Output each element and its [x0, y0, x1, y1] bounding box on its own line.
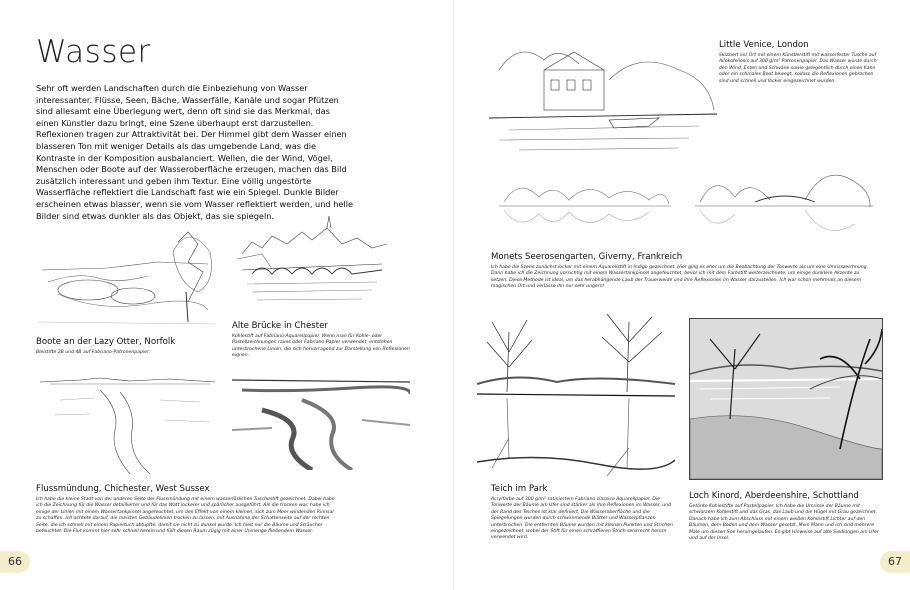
chichester-caption: Flussmündung, Chichester, West Sussex — [36, 484, 210, 494]
page-title: Wasser — [36, 34, 151, 70]
chichester-description: Ich habe die kleine Stadt von der anderen Seite der Flussmündung mit einem wasserlöslichen Tuschestift gezeichnet. Dabei habe ich die Zeichnung für die Wasser detaillierter und für das Watt lockerer und spärlicher ausgeführt. Als die trocken war, habe ich einige der Linien mit einem Wassertankpinsel angefeuchtet, um den Effekt von einem kleinen, sich zum Meer windenden Rinnsal zu schaffen. Ich achtete darauf, die meisten Gebäudelinien trocken zu lassen, mit Ausnahme der Schattenseite auf der rechten Seite, die ich schnell mit einem Papiertuch abtupfte, damit sie nicht zu dunkel wurde. Ich hielt nur die Bäume und Sträucher befeuchtet. Die Flut kommt hier sehr schnell herein und füllt diesen Raum zügig mit einer Unmenge fließendem Wasser. — [36, 497, 335, 535]
little-venice-caption: Little Venice, London — [719, 40, 809, 50]
pond-description: Acrylfarbe auf 300 g/m² satiniertem Fabriano classico Aquarellpapier. Die Tonwerte der Bäume am Ufer sind stärker als ihre Reflexionen im Wasser, und der Rand des Teiches ist klar definiert. Die Wasseroberfläche und die Spiegelungen wurden durch schwimmende Blätter und Wasserpflanzen unterbrochen. Die entfernten Bäume wurden mit kleinen Punkten und Strichen eingezeichnet, wobei der Stift für einen schraffieren Strich senkrecht herum verwendet wird. — [491, 497, 673, 541]
lazy-otter-caption: Boote an der Lazy Otter, Norfolk — [36, 337, 176, 347]
chester-description: Kohlestift auf Fabriano-Aquarellpapier. Wenn man für Kohle- oder Pastellzeichnungen raues oder Fabriano-Papier verwendet, entstehen unterbrochene Linien, die sich hervorragend zur Darstellung von Reflexionen eignen. — [232, 334, 410, 359]
page-number-left: 66 — [0, 551, 30, 573]
chichester-sketch-wash — [232, 370, 410, 470]
pond-painting — [477, 312, 675, 478]
loch-kinord-caption: Loch Kinord, Aberdeenshire, Schottland — [689, 491, 859, 501]
loch-kinord-description: Getönte Kohlestifte auf Pastellpapier. Ich habe die Umrisse der Bäume mit schwarzem Kohlestift und das Gras, das Laub und die Hügel mit Grau gezeichnet. Danach habe ich zum Abschluss mit einem weißen Kohlestift Lichter auf den Bäumen, dem Boden und dem Wasser gesetzt. Mein Mann und ich sind mehrere Male um diesen See herumgelaufen. Es gibt Hinweise auf alte Siedlungen am Ufer und auf der Insel. — [689, 504, 879, 542]
chester-caption: Alte Brücke in Chester — [232, 321, 328, 331]
pond-caption: Teich im Park — [491, 484, 548, 494]
lazy-otter-description: Bleistifte 2B und 4B auf Fabriano-Patronenpapier. — [36, 350, 150, 355]
chichester-sketch-ink — [40, 370, 215, 475]
page-number-right: 67 — [880, 551, 910, 573]
chester-bridge-sketch — [232, 214, 392, 314]
monet-caption: Monets Seerosengarten, Giverny, Frankreich — [491, 252, 683, 262]
monet-sketch-1 — [499, 172, 671, 240]
little-venice-description: Skizziert vor Ort mit einem Künstlerstift mit wasserfester Tusche auf Allokofeilesis auf 300 g/m² Patronenpapier. Das Wasser wurde durch den Wind, Enten und Schwäne sowie gelegentlich durch einen Kahn oder ein schmales Boot bewegt, sodass die Reflexionen gebrochen sind und schnell und locker eingezeichnet wurden. — [719, 53, 877, 84]
lazy-otter-sketch — [38, 222, 216, 332]
little-venice-sketch — [489, 40, 717, 165]
loch-kinord-drawing — [689, 318, 883, 480]
right-page — [455, 0, 910, 590]
monet-sketch-2 — [695, 162, 873, 242]
monet-description: Ich habe die Szene zunächst locker mit einem Aquarellstift in Indigo gezeichnet. Hier ging es eher um die Beobachtung der Tonwerte als um eine Umrisszeichnung. Dann habe ich die Zeichnung vorsichtig mit einem Wassertankpinsel angefeuchtet, bevor ich mit dem Farbstift weiterzeichnete, um einige dunklere Akzente zu setzen. Diese Methode ist ideal, um das herabhängende Laub der Trauerweide und ihre Reflexionen im Wasser darzustellen. Ich war schon mehrmals an diesem magischen Ort und verlasse ihn nur sehr ungern! — [491, 265, 869, 290]
intro-text: Sehr oft werden Landschaften durch die Einbeziehung von Wasser interessanter. Flüsse, Seen, Bäche, Wasserfälle, Kanäle und sogar Pfützen sind allesamt eine Überlegung wert, denn oft sind sie das Merkmal, das einen Künstler dazu bringt, eine Szene überhaupt erst darzustellen. Reflexionen tragen zur Attraktivität bei. Der Himmel gibt dem Wasser einen blasseren Ton mit weniger Details als das umgebende Land, was die Kontraste in der Komposition ausbalanciert. Wellen, die der Wind, Vögel, Menschen oder Boote auf der Wasseroberfläche erzeugen, machen das Bild zusätzlich interessant und geben ihm Textur. Eine völlig ungestörte Wasserfläche reflektiert die Landschaft fast wie ein Spiegel. Dunkle Bilder erscheinen etwas blasser, wenn sie vom Wasser reflektiert werden, und helle Bilder sind etwas dunkler als das Objekt, das sie spiegeln. — [36, 83, 354, 221]
